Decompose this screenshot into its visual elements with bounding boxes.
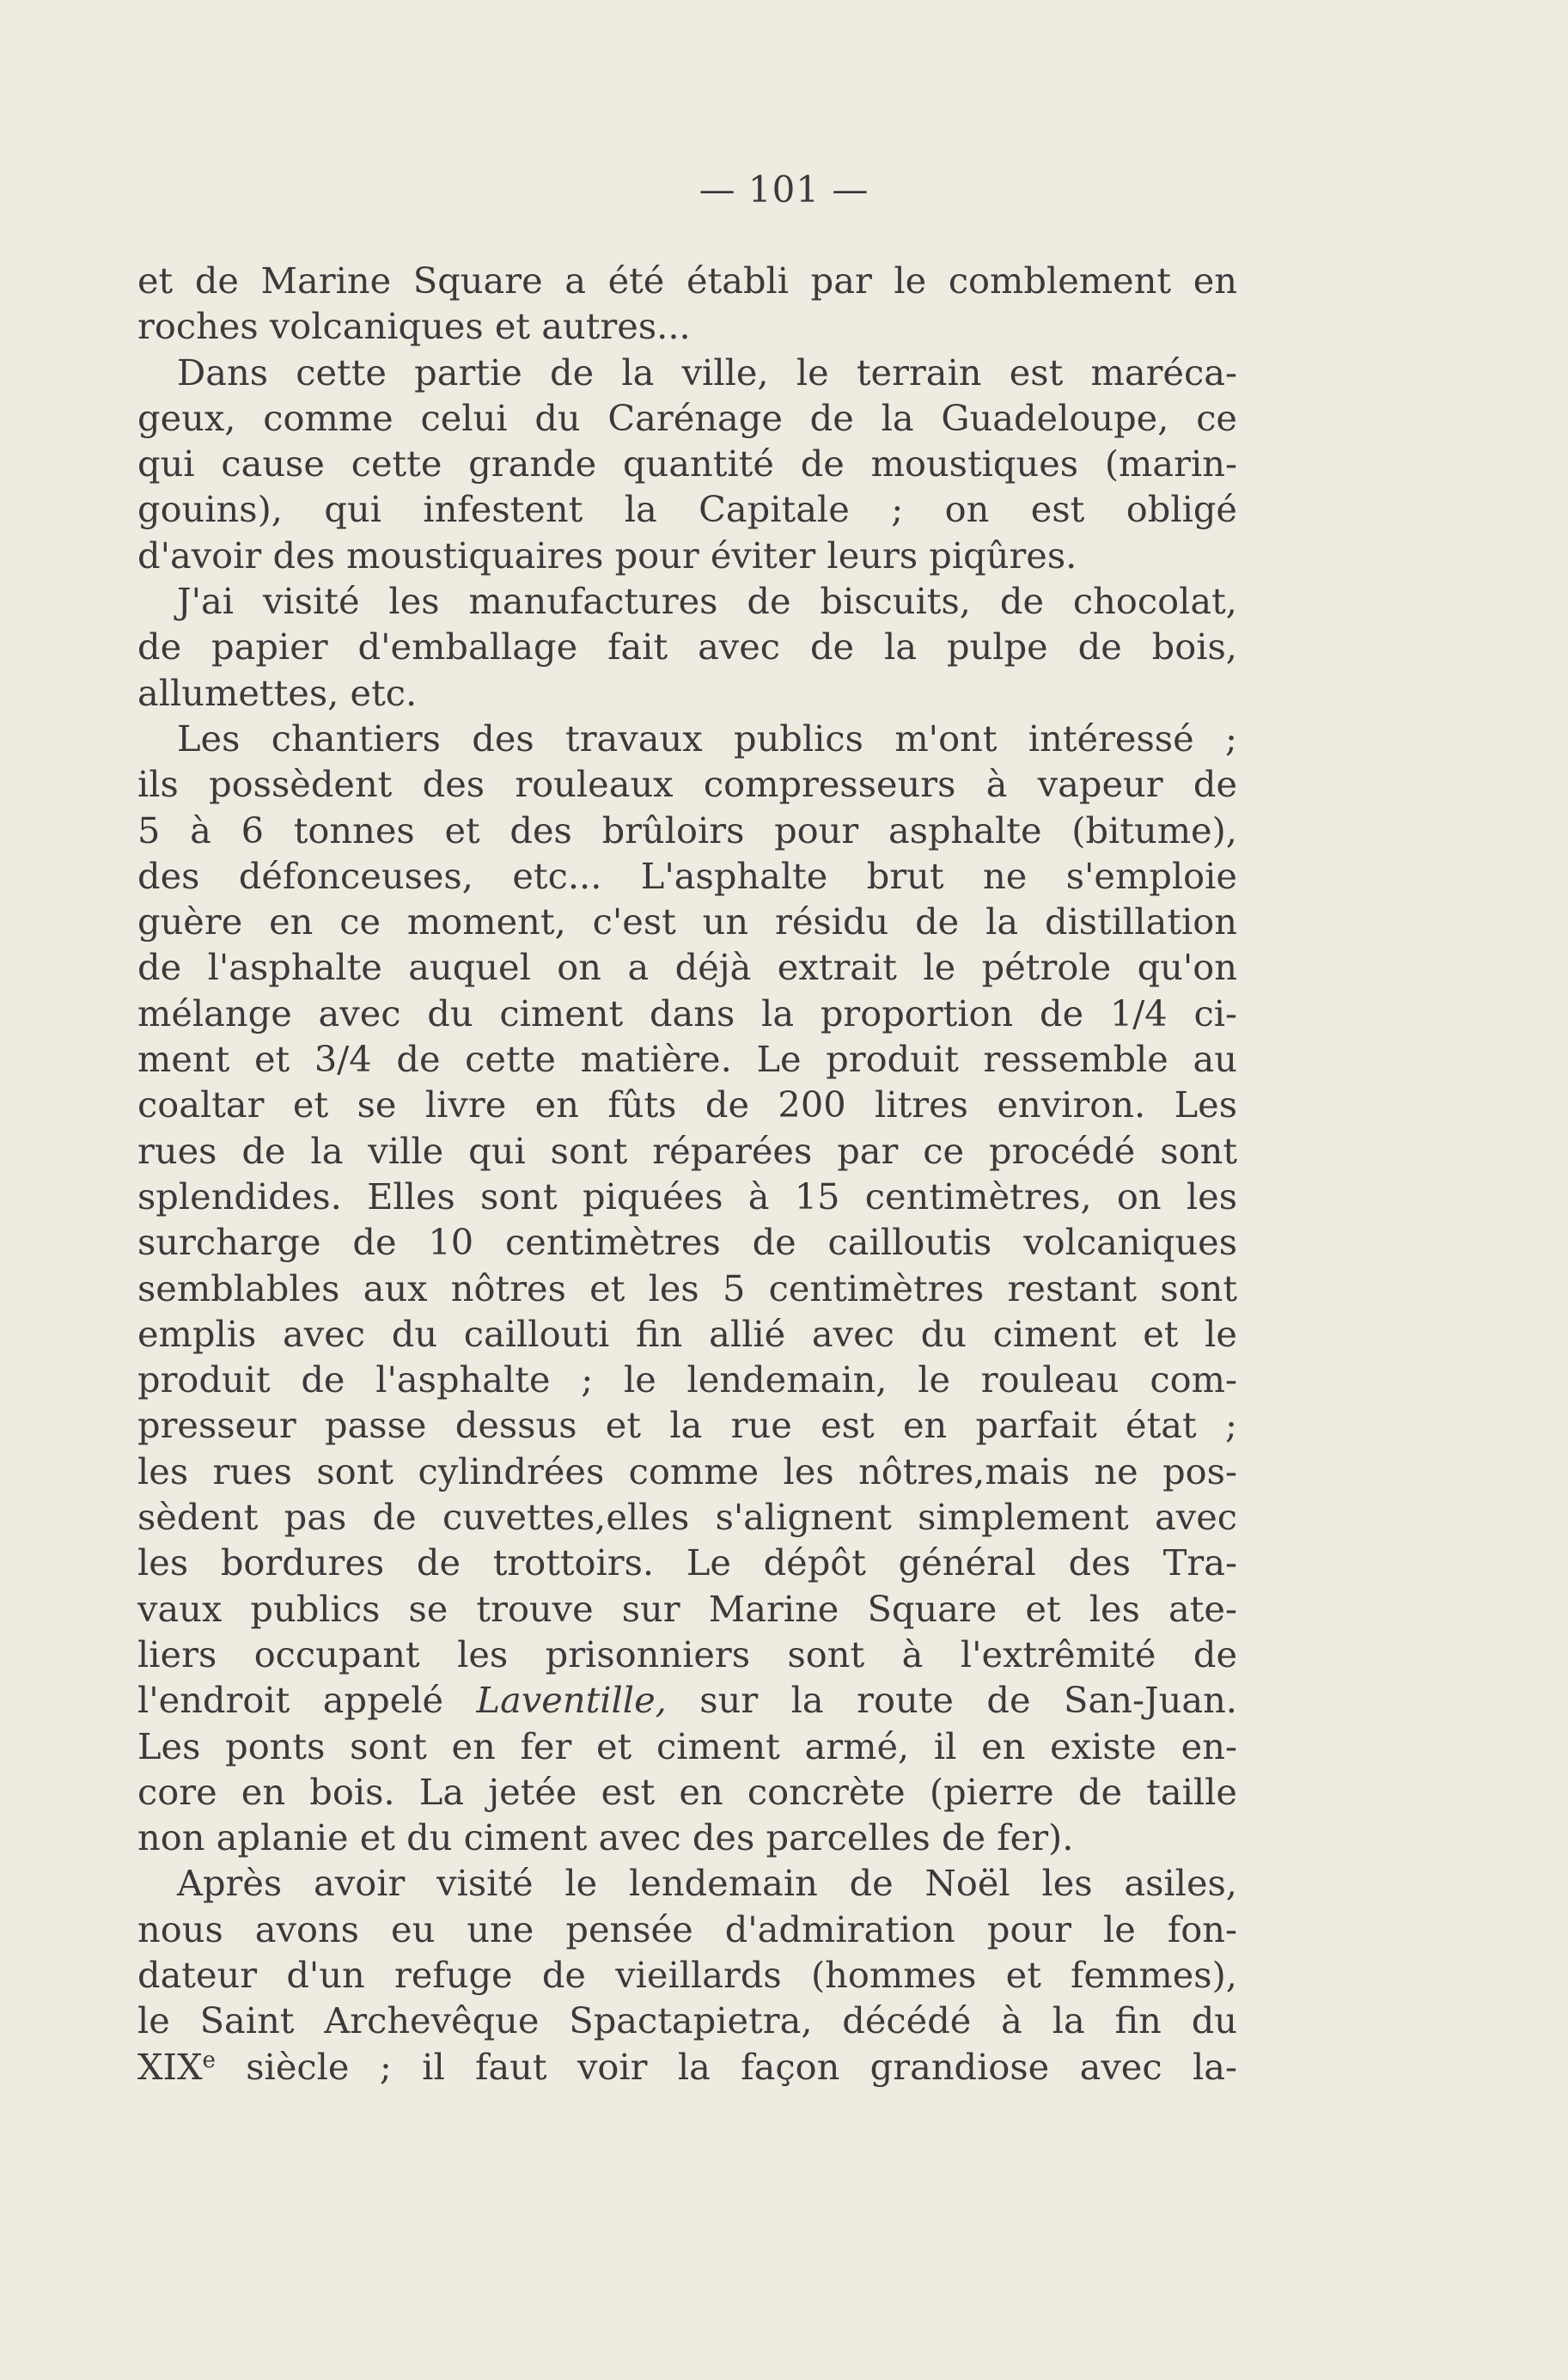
text-line: rues de la ville qui sont réparées par ce procédé sont <box>137 1129 1237 1172</box>
text-line: dateur d'un refuge de vieillards (hommes et femmes), <box>137 1953 1237 1996</box>
text-line: vaux publics se trouve sur Marine Square et les ate- <box>137 1587 1237 1630</box>
text-line: de papier d'emballage fait avec de la pulpe de bois, <box>137 626 1237 668</box>
text-line: liers occupant les prisonniers sont à l'extrêmité de <box>137 1632 1237 1675</box>
text-line: Les ponts sont en fer et ciment armé, il en existe en- <box>137 1724 1237 1767</box>
text-segment: sur la route de San-Juan. <box>666 1679 1237 1722</box>
text-line: allumettes, etc. <box>137 671 418 714</box>
text-line: emplis avec du caillouti fin allié avec du ciment et le <box>137 1312 1237 1355</box>
text-line: 5 à 6 tonnes et des brûloirs pour asphalte (bitume), <box>137 809 1237 851</box>
text-line: guère en ce moment, c'est un résidu de la distillation <box>137 900 1237 943</box>
text-line: presseur passe dessus et la rue est en parfait état ; <box>137 1404 1237 1447</box>
text-line: sèdent pas de cuvettes,elles s'alignent simplement avec <box>137 1496 1237 1539</box>
text-line: Après avoir visité le lendemain de Noël les asiles, <box>177 1862 1237 1905</box>
text-line: semblables aux nôtres et les 5 centimètres restant sont <box>137 1266 1237 1309</box>
text-line: core en bois. La jetée est en concrète (pierre de taille <box>137 1770 1237 1813</box>
text-line: Dans cette partie de la ville, le terrain est maréca- <box>177 351 1237 394</box>
text-line: de l'asphalte auquel on a déjà extrait le pétrole qu'on <box>137 946 1237 989</box>
text-line: d'avoir des moustiquaires pour éviter leurs piqûres. <box>137 534 1077 577</box>
text-line: roches volcaniques et autres... <box>137 305 691 348</box>
text-line: coaltar et se livre en fûts de 200 litres environ. Les <box>137 1083 1237 1126</box>
text-line: gouins), qui infestent la Capitale ; on est obligé <box>137 488 1237 531</box>
place-name-italic: Laventille, <box>476 1679 667 1722</box>
text-line: geux, comme celui du Carénage de la Guadeloupe, ce <box>137 396 1237 439</box>
text-line: qui cause cette grande quantité de moustiques (marin- <box>137 442 1237 485</box>
text-line: mélange avec du ciment dans la proportion de 1/4 ci- <box>137 992 1237 1034</box>
text-line: J'ai visité les manufactures de biscuits, de chocolat, <box>177 580 1237 623</box>
text-line: des défonceuses, etc... L'asphalte brut ne s'emploie <box>137 854 1237 897</box>
text-line: splendides. Elles sont piquées à 15 centimètres, on les <box>137 1175 1237 1217</box>
text-line: nous avons eu une pensée d'admiration pour le fon- <box>137 1907 1237 1950</box>
text-line: surcharge de 10 centimètres de cailloutis volcaniques <box>137 1221 1237 1264</box>
text-line: les bordures de trottoirs. Le dépôt général des Tra- <box>137 1541 1237 1584</box>
text-segment: siècle ; il faut voir la façon grandiose avec la- <box>215 2045 1237 2088</box>
text-line: les rues sont cylindrées comme les nôtres,mais ne pos- <box>137 1449 1237 1492</box>
page-number: — 101 — <box>699 168 869 211</box>
text-line: Les chantiers des travaux publics m'ont intéressé ; <box>177 717 1237 760</box>
text-line: ils possèdent des rouleaux compresseurs à vapeur de <box>137 763 1237 806</box>
text-line: le Saint Archevêque Spactapietra, décédé à la fin du <box>137 1999 1237 2042</box>
text-line: non aplanie et du ciment avec des parcelles de fer). <box>137 1816 1074 1859</box>
century-numeral: XIX <box>137 2045 203 2088</box>
body-text <box>137 258 1237 2090</box>
superscript: e <box>202 2047 216 2073</box>
text-segment: l'endroit appelé <box>137 1679 477 1722</box>
text-line: produit de l'asphalte ; le lendemain, le rouleau com- <box>137 1358 1237 1401</box>
text-line <box>137 2044 1237 2090</box>
text-line: ment et 3/4 de cette matière. Le produit ressemble au <box>137 1038 1237 1081</box>
text-line: et de Marine Square a été établi par le comblement en <box>137 259 1237 302</box>
text-line <box>137 1677 1237 1723</box>
